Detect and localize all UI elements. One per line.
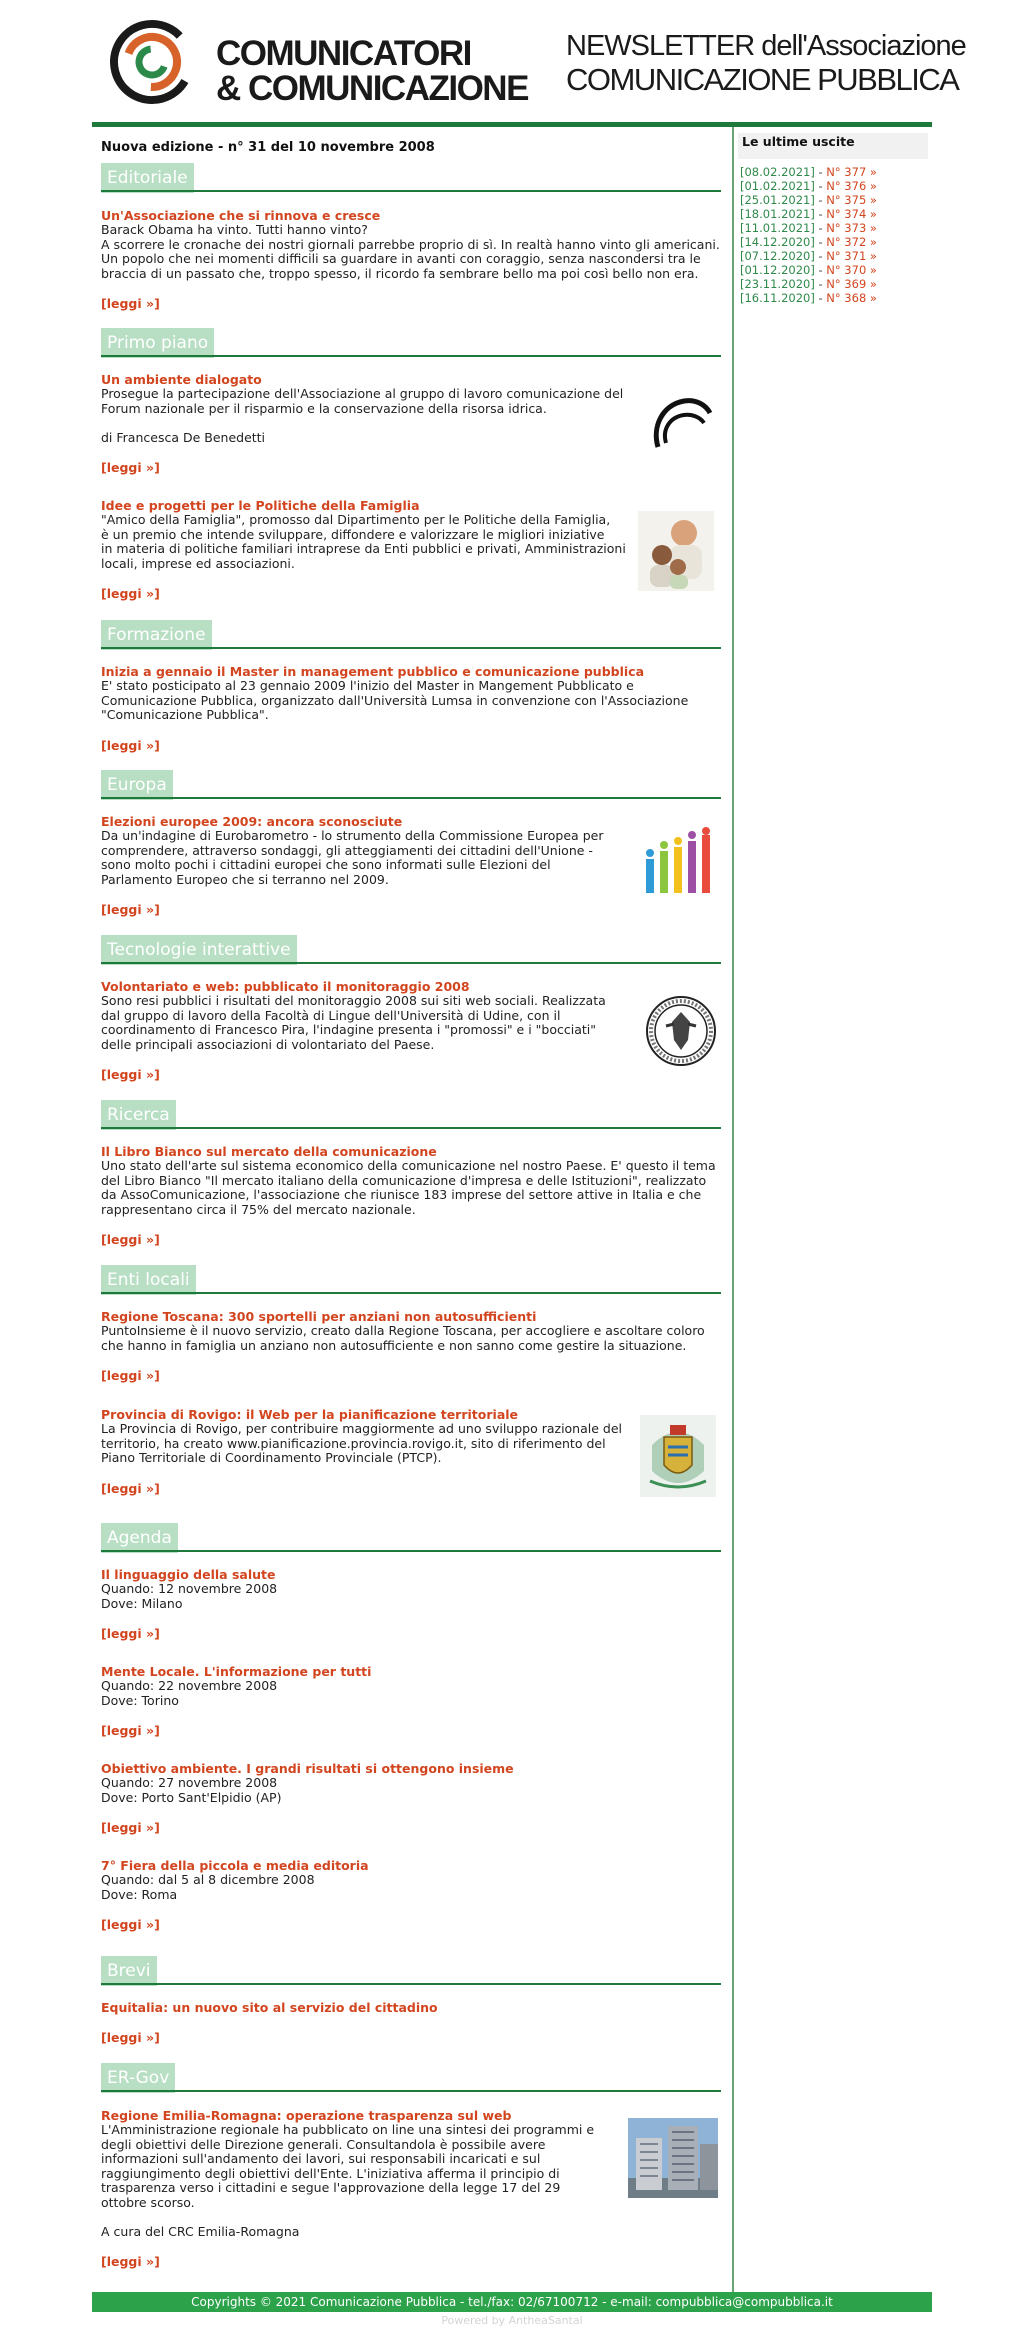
article-text-line: coordinamento di Francesco Pira, l'indagine presenta i "promossi" e i "bocciati"	[101, 1022, 596, 1037]
issue-item[interactable]	[740, 277, 877, 291]
event-date: Quando: dal 5 al 8 dicembre 2008	[101, 1872, 315, 1887]
event-place: Dove: Milano	[101, 1595, 183, 1611]
article-europee	[101, 814, 721, 917]
article-text-line: L'Amministrazione regionale ha pubblicato on line una sintesi dei programmi e	[101, 2122, 595, 2137]
event-title-link[interactable]: Obiettivo ambiente. I grandi risultati si ottengono insieme	[101, 1761, 514, 1776]
article-title-link[interactable]: Equitalia: un nuovo sito al servizio del cittadino	[101, 2000, 438, 2015]
article-text-line: territorio, ha creato www.pianificazione.provincia.rovigo.it, sito di riferimento del	[101, 1435, 606, 1451]
brand-name	[216, 36, 528, 106]
article-text-line: comprendere, attraverso sondaggi, gli atteggiamenti dei cittadini dell'Unione -	[101, 842, 593, 858]
issue-item[interactable]	[740, 291, 877, 305]
read-more-link[interactable]: [leggi »]	[101, 902, 160, 917]
event-ambiente	[101, 1761, 721, 1835]
article-body	[101, 1159, 721, 1217]
section-enti-locali	[101, 1265, 721, 1295]
section-divider	[101, 962, 721, 964]
article-text-line: del Libro Bianco "Il mercato italiano della comunicazione d'impresa e delle Istituzioni", realizzato	[101, 1172, 707, 1188]
event-mente-locale	[101, 1664, 721, 1738]
article-text-line: degli obiettivi delle Direzione generali. Consultandola è possibile avere	[101, 2136, 546, 2152]
read-more-link[interactable]: [leggi »]	[101, 1820, 160, 1835]
article-famiglia	[101, 498, 721, 601]
issue-link[interactable]: N° 375 »	[826, 193, 877, 207]
read-more-link[interactable]: [leggi »]	[101, 586, 160, 601]
newsletter-line-1: NEWSLETTER dell'Associazione	[566, 30, 966, 62]
article-text-line: La Provincia di Rovigo, per contribuire maggiormente ad uno sviluppo razionale del	[101, 1421, 623, 1436]
newsletter-line-2: COMUNICAZIONE PUBBLICA	[566, 62, 959, 97]
article-text-line	[101, 2210, 721, 2225]
section-divider	[101, 647, 721, 649]
article-title-link[interactable]: Il Libro Bianco sul mercato della comunicazione	[101, 1144, 437, 1159]
read-more-link[interactable]: [leggi »]	[101, 2030, 160, 2045]
section-europa	[101, 770, 721, 800]
article-dialogato	[101, 372, 721, 475]
article-obama	[101, 208, 721, 311]
section-divider	[101, 1983, 721, 1985]
section-er-gov	[101, 2063, 721, 2093]
newsletter-page	[92, 0, 966, 2336]
event-details	[101, 1776, 721, 1805]
section-divider	[101, 1127, 721, 1129]
article-text-line: da AssoComunicazione, l'associazione che riunisce 183 imprese del settore attive in Italia e che	[101, 1187, 702, 1202]
issue-item[interactable]	[740, 207, 877, 221]
issue-separator: -	[814, 291, 827, 305]
article-equitalia	[101, 2000, 721, 2045]
article-title-link[interactable]: Un ambiente dialogato	[101, 372, 262, 387]
event-salute	[101, 1567, 721, 1641]
article-text-line: sono molto pochi i cittadini europei che sono informati sulle Elezioni del	[101, 857, 551, 872]
section-ricerca	[101, 1100, 721, 1130]
section-divider	[101, 1550, 721, 1552]
article-title-link[interactable]: Regione Emilia-Romagna: operazione trasparenza sul web	[101, 2108, 512, 2123]
issue-link[interactable]: N° 370 »	[826, 263, 877, 277]
event-place: Dove: Torino	[101, 1692, 179, 1708]
article-libro-bianco	[101, 1144, 721, 1247]
section-label: Editoriale	[101, 163, 194, 193]
issue-item[interactable]	[740, 179, 877, 193]
section-label: Enti locali	[101, 1265, 196, 1295]
event-title-link[interactable]: Il linguaggio della salute	[101, 1567, 276, 1582]
issue-separator: -	[814, 207, 827, 221]
issue-date: [14.12.2020]	[740, 235, 815, 249]
footer: Copyrights © 2021 Comunicazione Pubblica - tel./fax: 02/67100712 - e-mail: compubblica@compubblica.it	[92, 2292, 932, 2312]
section-label: Europa	[101, 770, 173, 800]
issue-date: [08.02.2021]	[740, 165, 815, 179]
article-text-line: A cura del CRC Emilia-Romagna	[101, 2223, 300, 2239]
issue-item[interactable]	[740, 193, 877, 207]
issue-link[interactable]: N° 369 »	[826, 277, 877, 291]
section-divider	[101, 797, 721, 799]
newsletter-title	[566, 30, 966, 98]
issue-link[interactable]: N° 372 »	[826, 235, 877, 249]
article-toscana	[101, 1309, 721, 1383]
read-more-link[interactable]: [leggi »]	[101, 1368, 160, 1383]
issue-link[interactable]: N° 373 »	[826, 221, 877, 235]
article-text-line: braccia di un passato che, troppo spesso, il ricordo fa sembrare bello ma poi così bello non era.	[101, 265, 699, 281]
issue-date: [16.11.2020]	[740, 291, 815, 305]
issue-item[interactable]	[740, 165, 877, 179]
main-content	[92, 127, 728, 2292]
article-body	[101, 994, 721, 1052]
issue-separator: -	[814, 249, 827, 263]
article-title-link[interactable]: Volontariato e web: pubblicato il monitoraggio 2008	[101, 979, 470, 994]
section-agenda	[101, 1523, 721, 1553]
section-label: Agenda	[101, 1523, 178, 1553]
colored-bars-logo-icon[interactable]	[640, 827, 720, 895]
read-more-link[interactable]: [leggi »]	[101, 1626, 160, 1641]
issue-link[interactable]: N° 368 »	[826, 291, 877, 305]
article-title-link[interactable]: Un'Associazione che si rinnova e cresce	[101, 208, 381, 223]
section-divider	[101, 2090, 721, 2092]
event-date: Quando: 27 novembre 2008	[101, 1775, 278, 1790]
family-photo-icon[interactable]	[638, 511, 714, 591]
article-body	[101, 223, 721, 281]
read-more-link[interactable]: [leggi »]	[101, 2254, 160, 2269]
brand-line-2: & COMUNICAZIONE	[216, 69, 528, 108]
brand-line-1: COMUNICATORI	[216, 34, 471, 73]
issue-list	[740, 165, 877, 305]
article-master	[101, 664, 721, 753]
article-text-line: ottobre scorso.	[101, 2194, 195, 2210]
article-text-line: locali, imprese ed associazioni.	[101, 555, 295, 571]
event-date: Quando: 22 novembre 2008	[101, 1678, 278, 1693]
header	[92, 0, 966, 122]
article-title-link[interactable]: Elezioni europee 2009: ancora sconosciute	[101, 814, 403, 829]
section-brevi	[101, 1956, 721, 1986]
article-body	[101, 1324, 721, 1353]
article-text-line: "Amico della Famiglia", promosso dal Dipartimento per le Politiche della Famiglia,	[101, 512, 611, 527]
article-text-line: A scorrere le cronache dei nostri giornali parrebbe proprio di sì. In realtà hanno vinto gli americani.	[101, 236, 720, 252]
section-editoriale	[101, 163, 721, 193]
article-text-line: è un premio che intende sviluppare, diffondere e valorizzare le migliori iniziative	[101, 526, 605, 542]
issue-item[interactable]	[740, 221, 877, 235]
article-text-line: Sono resi pubblici i risultati del monitoraggio 2008 sui siti web sociali. Realizzata	[101, 993, 606, 1008]
issue-link[interactable]: N° 374 »	[826, 207, 877, 221]
issue-link[interactable]: N° 371 »	[826, 249, 877, 263]
read-more-link[interactable]: [leggi »]	[101, 737, 160, 753]
event-place: Dove: Roma	[101, 1886, 178, 1902]
event-details	[101, 1679, 721, 1708]
article-text-line: informazioni sull'andamento dei lavori, sui responsabili incaricati e sul	[101, 2151, 541, 2166]
article-text-line: rappresentano circa il 75% del mercato nazionale.	[101, 1201, 416, 1217]
event-place: Dove: Porto Sant'Elpidio (AP)	[101, 1789, 282, 1805]
issue-separator: -	[814, 221, 827, 235]
article-text-line: Parlamento Europeo che si terranno nel 2009.	[101, 871, 389, 887]
article-volontariato	[101, 979, 721, 1082]
issue-date: [25.01.2021]	[740, 193, 815, 207]
article-body	[101, 513, 721, 571]
issue-link[interactable]: N° 377 »	[826, 165, 877, 179]
article-title-link[interactable]: Provincia di Rovigo: il Web per la pianificazione territoriale	[101, 1407, 519, 1422]
article-text-line: Un popolo che nei momenti difficili sa guardare in avanti con coraggio, senza nascondersi tra le	[101, 251, 701, 266]
coat-of-arms-icon[interactable]	[640, 1415, 716, 1497]
section-divider	[101, 355, 721, 357]
issue-separator: -	[814, 193, 827, 207]
issue-link[interactable]: N° 376 »	[826, 179, 877, 193]
event-fiera	[101, 1858, 721, 1932]
issue-date: [18.01.2021]	[740, 207, 815, 221]
event-title-link[interactable]: 7° Fiera della piccola e media editoria	[101, 1858, 369, 1873]
section-tecnologie	[101, 935, 721, 965]
article-rovigo	[101, 1407, 721, 1496]
article-text-line: di Francesca De Benedetti	[101, 429, 266, 445]
section-label: Brevi	[101, 1956, 157, 1986]
issue-separator: -	[814, 277, 827, 291]
article-text-line: in materia di politiche familiari intraprese da Enti pubblici e privati, Amministrazioni	[101, 541, 626, 556]
article-text-line: Piano Territoriale di Coordinamento Provinciale (PTCP).	[101, 1450, 442, 1465]
issue-date: [01.12.2020]	[740, 263, 815, 277]
powered-by-link[interactable]: Powered by AntheaSantal	[441, 2314, 583, 2327]
section-divider	[101, 190, 721, 192]
read-more-link[interactable]: [leggi »]	[101, 1067, 160, 1082]
university-seal-icon[interactable]	[644, 994, 718, 1068]
read-more-link[interactable]: [leggi »]	[101, 460, 160, 475]
article-text-line: delle principali associazioni di volontariato del Paese.	[101, 1036, 435, 1052]
issue-separator: -	[814, 263, 827, 277]
article-text-line: raggiungimento degli obiettivi dell'Ente. L'iniziativa afferma il principio di	[101, 2165, 560, 2181]
event-date: Quando: 12 novembre 2008	[101, 1581, 278, 1596]
event-details	[101, 1873, 721, 1902]
article-body	[101, 1422, 721, 1466]
section-formazione	[101, 620, 721, 650]
article-text-line: "Comunicazione Pubblica".	[101, 707, 269, 722]
article-text-line: che hanno in famiglia un anziano non autosufficiente e non sanno come gestire la situazione.	[101, 1337, 687, 1353]
cc-logo-icon	[108, 18, 196, 106]
article-text-line: E' stato posticipato al 23 gennaio 2009 l'inizio del Master in Mangement Pubblicato e	[101, 678, 634, 693]
office-building-photo-icon[interactable]	[628, 2118, 718, 2198]
read-more-link[interactable]: [leggi »]	[101, 296, 160, 311]
sidebar-title: Le ultime uscite	[738, 133, 928, 159]
article-body	[101, 679, 721, 723]
issue-date: [01.02.2021]	[740, 179, 815, 193]
issue-item[interactable]	[740, 263, 877, 277]
article-text-line: Barack Obama ha vinto. Tutti hanno vinto?	[101, 222, 368, 237]
issue-date: [07.12.2020]	[740, 249, 815, 263]
issue-date: [23.11.2020]	[740, 277, 815, 291]
article-text-line: Comunicazione Pubblica, organizzato dall'Università Lumsa in convenzione con l'Associazione	[101, 692, 689, 708]
article-text-line: trasparenza verso i cittadini e segue l'approvazione della legge 17 del 29	[101, 2180, 561, 2195]
article-title-link[interactable]: Inizia a gennaio il Master in management pubblico e comunicazione pubblica	[101, 664, 645, 679]
edition-title: Nuova edizione - n° 31 del 10 novembre 2008	[101, 140, 435, 155]
issue-date: [11.01.2021]	[740, 221, 815, 235]
article-text-line: Forum nazionale per il risparmio e la conservazione della risorsa idrica.	[101, 400, 547, 416]
section-label: Ricerca	[101, 1100, 176, 1130]
read-more-link[interactable]: [leggi »]	[101, 1917, 160, 1932]
section-label: Tecnologie interattive	[101, 935, 297, 965]
issue-separator: -	[814, 235, 827, 249]
section-label: Primo piano	[101, 328, 214, 358]
article-text-line: PuntoInsieme è il nuovo servizio, creato dalla Regione Toscana, per accogliere e ascoltare coloro	[101, 1323, 705, 1338]
issue-separator: -	[814, 179, 827, 193]
article-title-link[interactable]: Regione Toscana: 300 sportelli per anziani non autosufficienti	[101, 1309, 537, 1324]
read-more-link[interactable]: [leggi »]	[101, 1232, 160, 1247]
read-more-link[interactable]: [leggi »]	[101, 1723, 160, 1738]
article-text-line: dal gruppo di lavoro della Facoltà di Lingue dell'Università di Udine, con il	[101, 1007, 561, 1023]
event-details	[101, 1582, 721, 1611]
article-title-link[interactable]: Idee e progetti per le Politiche della Famiglia	[101, 498, 420, 513]
article-text-line	[101, 416, 721, 431]
article-text-line: Da un'indagine di Eurobarometro - lo strumento della Commissione Europea per	[101, 828, 604, 843]
article-body	[101, 829, 721, 887]
issue-item[interactable]	[740, 249, 877, 263]
issue-item[interactable]	[740, 235, 877, 249]
section-divider	[101, 1292, 721, 1294]
issue-separator: -	[814, 165, 827, 179]
article-body	[101, 387, 721, 445]
event-title-link[interactable]: Mente Locale. L'informazione per tutti	[101, 1664, 372, 1679]
sidebar	[732, 127, 932, 2292]
read-more-link[interactable]: [leggi »]	[101, 1480, 160, 1496]
section-label: Formazione	[101, 620, 212, 650]
arc-logo-icon[interactable]	[648, 387, 714, 457]
article-text-line: Uno stato dell'arte sul sistema economico della comunicazione nel nostro Paese. E' questo il tema	[101, 1158, 716, 1173]
article-text-line: Prosegue la partecipazione dell'Associazione al gruppo di lavoro comunicazione del	[101, 386, 624, 401]
section-primo-piano	[101, 328, 721, 358]
section-label: ER-Gov	[101, 2063, 175, 2093]
